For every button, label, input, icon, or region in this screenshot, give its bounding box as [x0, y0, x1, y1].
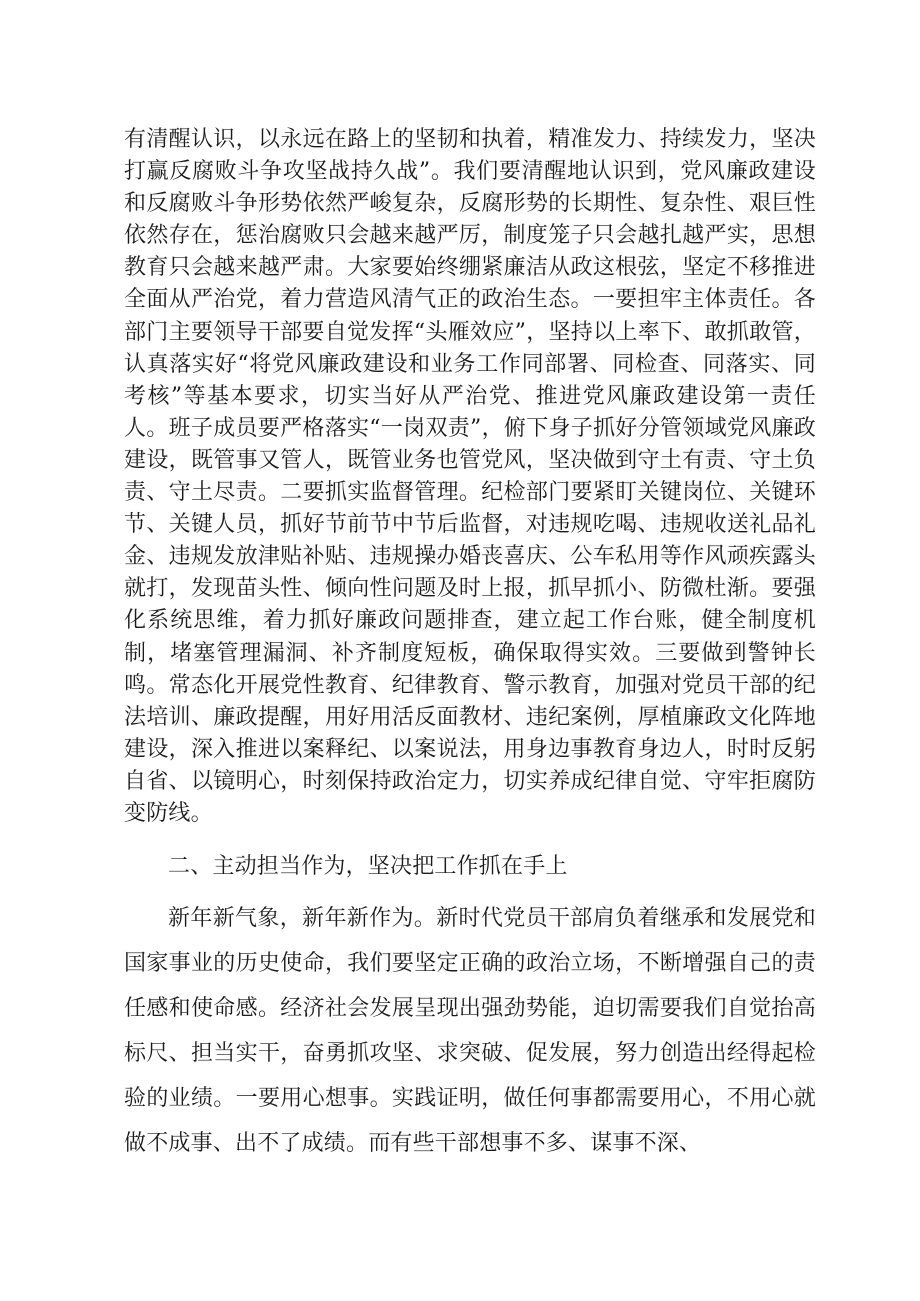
document-body [124, 124, 816, 1166]
section-heading-2: 二、主动担当作为，坚决把工作抓在手上 [168, 854, 568, 880]
paragraph-anti-corruption: 有清醒认识，以永远在路上的坚韧和执着，精准发力、持续发力，坚决打赢反腐败斗争攻坚战持久战”。我们要清醒地认识到，党风廉政建设和反腐败斗争形势依然严峻复杂，反腐形势的长期性、复杂性、艰巨性依然存在，惩治腐败只会越来越严厉，制度笼子只会越扎越严实，思想教育只会越来越严肃。大家要始终绷紧廉洁从政这根弦，坚定不移推进全面从严治党，着力营造风清气正的政治生态。一要担牢主体责任。各部门主要领导干部要自觉发挥“头雁效应”，坚持以上率下、敢抓敢管，认真落实好“将党风廉政建设和业务工作同部署、同检查、同落实、同考核”等基本要求，切实当好从严治党、推进党风廉政建设第一责任人。班子成员要严格落实“一岗双责”，俯下身子抓好分管领域党风廉政建设，既管事又管人，既管业务也管党风，坚决做到守土有责、守土负责、守土尽责。二要抓实监督管理。纪检部门要紧盯关键岗位、关键环节、关键人员，抓好节前节中节后监督，对违规吃喝、违规收送礼品礼金、违规发放津贴补贴、违规操办婚丧喜庆、公车私用等作风顽疾露头就打，发现苗头性、倾向性问题及时上报，抓早抓小、防微杜渐。要强化系统思维，着力抓好廉政问题排查，建立起工作台账，健全制度机制，堵塞管理漏洞、补齐制度短板，确保取得实效。三要做到警钟长鸣。常态化开展党性教育、纪律教育、警示教育，加强对党员干部的纪法培训、廉政提醒，用好用活反面教材、违纪案例，厚植廉政文化阵地建设，深入推进以案释纪、以案说法，用身边事教育身边人，时时反躬自省、以镜明心，时刻保持政治定力，切实养成纪律自觉、守牢拒腐防变防线。 [124, 127, 816, 826]
paragraph-take-responsibility: 新年新气象，新年新作为。新时代党员干部肩负着继承和发展党和国家事业的历史使命，我们要坚定正确的政治立场，不断增强自己的责任感和使命感。经济社会发展呈现出强劲势能，迫切需要我们自觉抬高标尺、担当实干，奋勇抓攻坚、求突破、促发展，努力创造出经得起检验的业绩。一要用心想事。实践证明，做任何事都需要用心，不用心就做不成事、出不了成绩。而有些干部想事不多、谋事不深、 [124, 906, 816, 1157]
